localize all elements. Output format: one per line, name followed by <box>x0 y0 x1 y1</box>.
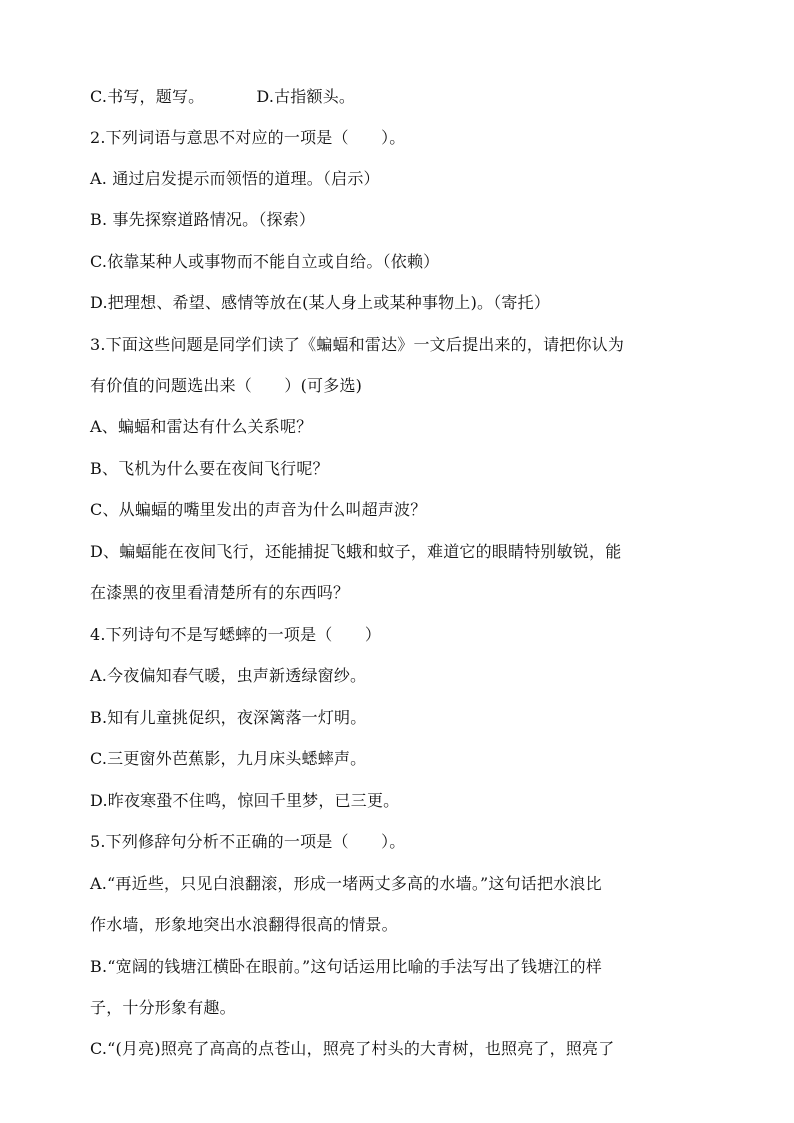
option-c: C.书写，题写。 <box>90 87 205 106</box>
question-4: 4.下列诗句不是写蟋蟀的一项是（ ） <box>90 625 382 644</box>
question-2: 2.下列词语与意思不对应的一项是（ ）。 <box>90 128 406 147</box>
text-line <box>90 86 708 108</box>
text-line: B. 事先探察道路情况。（探索） <box>90 210 316 229</box>
text-line: C.“(月亮)照亮了高高的点苍山，照亮了村头的大青树，也照亮了，照亮了 <box>90 1039 615 1058</box>
text-line: A. 通过启发提示而领悟的道理。（启示） <box>90 169 380 188</box>
text-line: 在漆黑的夜里看清楚所有的东西吗？ <box>90 583 350 602</box>
text-line: A、蝙蝠和雷达有什么关系呢？ <box>90 417 313 436</box>
text-line: D.把理想、希望、感情等放在(某人身上或某种事物上)。（寄托） <box>90 293 551 312</box>
text-line: D、蝙蝠能在夜间飞行，还能捕捉飞蛾和蚊子，难道它的眼睛特别敏锐，能 <box>90 542 622 561</box>
text-line: C.三更窗外芭蕉影，九月床头蟋蟀声。 <box>90 749 367 768</box>
text-line: A.“再近些，只见白浪翻滚，形成一堵两丈多高的水墙。”这句话把水浪比 <box>90 874 602 893</box>
text-line: C、从蝙蝠的嘴里发出的声音为什么叫超声波？ <box>90 500 427 519</box>
text-line: C.依靠某种人或事物而不能自立或自给。（依赖） <box>90 252 440 271</box>
text-line: D.昨夜寒蛩不住鸣，惊回千里梦，已三更。 <box>90 791 400 810</box>
option-d: D.古指额头。 <box>256 87 356 106</box>
text-line: B.“宽阔的钱塘江横卧在眼前。”这句话运用比喻的手法写出了钱塘江的样 <box>90 957 603 976</box>
text-line: 子，十分形象有趣。 <box>90 998 236 1017</box>
text-line: 有价值的问题选出来（ ）(可多选) <box>90 376 363 395</box>
text-line: A.今夜偏知春气暖，虫声新透绿窗纱。 <box>90 666 367 685</box>
question-5: 5.下列修辞句分析不正确的一项是（ ）。 <box>90 832 406 851</box>
question-3: 3.下面这些问题是同学们读了《蝙蝠和雷达》一文后提出来的，请把你认为 <box>90 335 625 354</box>
text-line: B、飞机为什么要在夜间飞行呢？ <box>90 459 329 478</box>
text-line: 作水墙，形象地突出水浪翻得很高的情景。 <box>90 915 398 934</box>
text-line: B.知有儿童挑促织，夜深篱落一灯明。 <box>90 708 367 727</box>
